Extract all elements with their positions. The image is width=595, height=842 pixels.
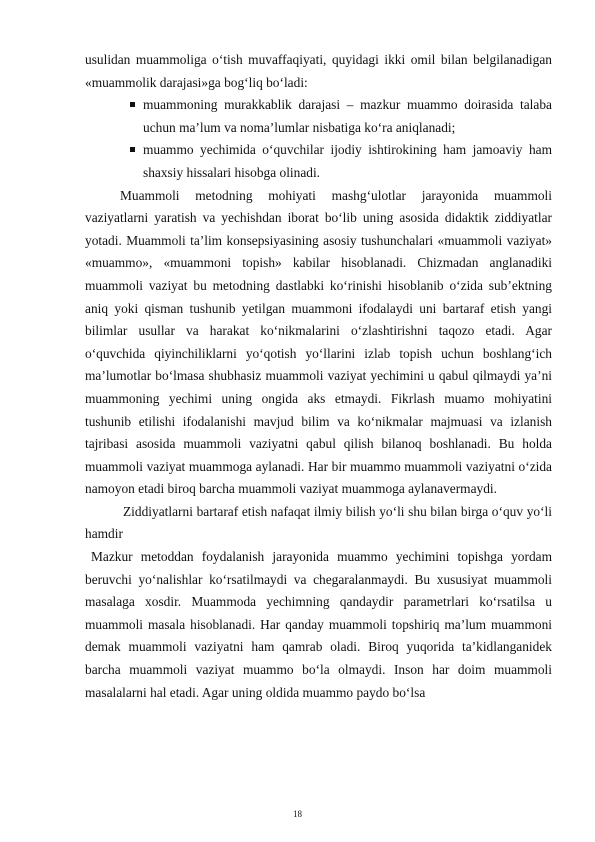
page-number: 18	[293, 809, 302, 819]
bullet-text: muammo yechimida o‘quvchilar ijodiy ishtirokining ham jamoaviy ham shaxsiy hissalari hisobga olinadi.	[143, 142, 552, 180]
intro-paragraph: usulidan muammoliga o‘tish muvaffaqiyati, quyidagi ikki omil bilan belgilanadigan «muammolik darajasi»ga bog‘liq bo‘ladi:	[85, 52, 552, 90]
page-body	[85, 49, 552, 704]
bullet-list	[85, 94, 552, 184]
bullet-list-item	[143, 139, 552, 184]
square-bullet-icon	[130, 147, 135, 152]
square-bullet-icon	[130, 102, 135, 107]
bullet-list-item	[143, 94, 552, 139]
bullet-text: muammoning murakkablik darajasi – mazkur muammo doirasida talaba uchun ma’lum va noma’lumlar nisbatiga ko‘ra aniqlanadi;	[143, 97, 552, 135]
body-paragraph: Muammoli metodning mohiyati mashg‘ulotlar jarayonida muammoli vaziyatlarni yaratish va yechishdan iborat bo‘lib uning asosida didaktik ziddiyatlar yotadi. Muammoli ta’lim konsepsiyasining asosiy tushunchalari «muammoli vaziyat» «muammo», «muammoni topish» kabilar hisoblanadi. Chizmadan anglanadiki muammoli vaziyat bu metodning dastlabki ko‘rinishi hisoblanib o‘zida sub’ektning aniq yoki qisman tushunib yetilgan muammoni ifodalaydi uni bartaraf etish yangi bilimlar usullar va harakat ko‘nikmalarini o‘zlashtirishni taqozo etadi. Agar o‘quvchida qiyinchiliklarni yo‘qotish yo‘llarini izlab topish uchun boshlang‘ich ma’lumotlar bo‘lmasa shubhasiz muammoli vaziyat yechimini u qabul qilmaydi ya’ni muammoning yechimi uning ongida aks etmaydi. Fikrlash muamo mohiyatini tushunib etilishi ifodalanishi mavjud bilim va ko‘nikmalar majmuasi va izlanish tajribasi asosida muammoli vaziyatni qabul qilish bilanoq boshlanadi. Bu holda muammoli vaziyat muammoga aylanadi. Har bir muammo muammoli vaziyatni o‘zida namoyon etadi biroq barcha muammoli vaziyat muammoga aylanavermaydi.	[85, 187, 552, 497]
body-paragraph: Ziddiyatlarni bartaraf etish nafaqat ilmiy bilish yo‘li shu bilan birga o‘quv yo‘li hamdir	[85, 503, 552, 542]
body-paragraph: Mazkur metoddan foydalanish jarayonida muammo yechimini topishga yordam beruvchi yo‘nalishlar ko‘rsatilmaydi va chegaralanmaydi. Bu xususiyat muammoli masalaga xosdir. Muammoda yechimning qandaydir parametrlari ko‘rsatilsa u muammoli masala hisoblanadi. Har qanday muammoli topshiriq ma’lum muammoni demak muammoli vaziyatni ham qamrab oladi. Biroq yuqorida ta’kidlanganidek barcha muammoli vaziyat muammo bo‘la olmaydi. Inson har doim muammoli masalalarni hal etadi. Agar uning oldida muammo paydo bo‘lsa	[85, 549, 552, 700]
